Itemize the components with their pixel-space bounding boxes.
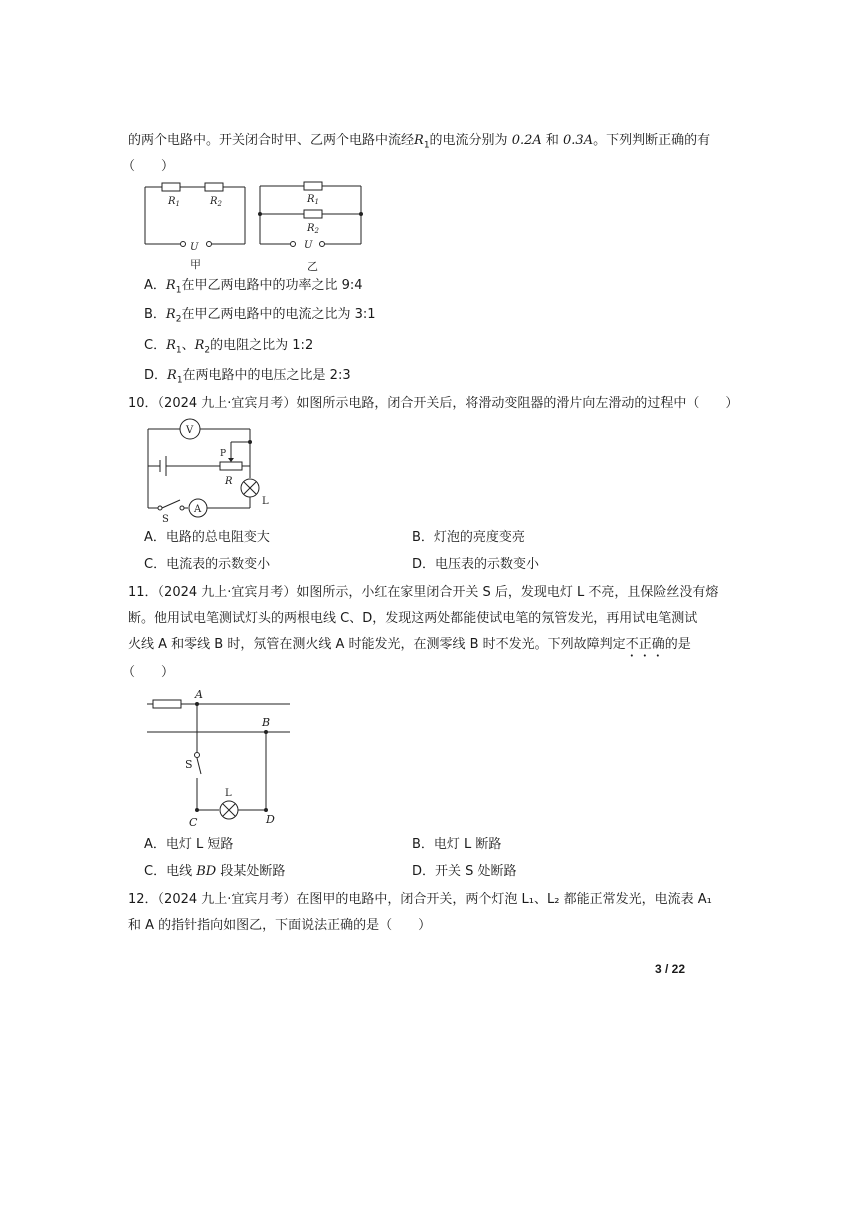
lamp-l-label: L <box>262 496 269 507</box>
q11-stem-line3: 火线 A 和零线 B 时，氖管在测火线 A 时能发光，在测零线 B 时不发光。下列故障判定不正确的是 <box>128 637 691 652</box>
q10-stem: 10．（2024 九上·宜宾月考）如图所示电路，闭合开关后，将滑动变阻器的滑片向左滑动的过程中（ ） <box>128 396 739 411</box>
switch-s-label: S <box>162 514 169 525</box>
jia-caption: 甲 <box>190 258 201 271</box>
q9-figure-jia <box>140 176 250 276</box>
point-a-label: A <box>195 688 203 701</box>
switch-s-label-q11: S <box>185 758 193 771</box>
q10-option-c: C．电流表的示数变小 <box>144 557 271 572</box>
q10-option-d: D．电压表的示数变小 <box>412 557 540 572</box>
q9-paren: （ ） <box>122 159 175 174</box>
rheostat-r-label: R <box>225 476 233 487</box>
q11-wiring-figure <box>145 686 305 829</box>
voltmeter-label: V <box>186 425 194 436</box>
q12-stem-line1: 12．（2024 九上·宜宾月考）在图甲的电路中，闭合开关，两个灯泡 L₁、L₂ 都能正常发光，电流表 A₁ <box>128 892 712 907</box>
q9-option-b: B．$R_2$在甲乙两电路中的电流之比为 3:1 <box>144 307 376 325</box>
q11-stem-line1: 11．（2024 九上·宜宾月考）如图所示，小红在家里闭合开关 S 后，发现电灯 L 不亮，且保险丝没有熔 <box>128 585 719 600</box>
q9-option-a: A．$R_1$在甲乙两电路中的功率之比 9:4 <box>144 278 363 296</box>
q11-option-a: A．电灯 L 短路 <box>144 837 234 852</box>
q9-stem-line1: 的两个电路中。开关闭合时甲、乙两个电路中流经$R_1$的电流分别为 0.2A 和 0.3A。下列判断正确的有 <box>128 133 711 151</box>
q10-option-b: B．灯泡的亮度变亮 <box>412 530 525 545</box>
q10-option-a: A．电路的总电阻变大 <box>144 530 270 545</box>
yi-r2-label: $R_2$ <box>307 223 319 235</box>
point-d-label: D <box>266 813 275 826</box>
q9-figure-yi <box>255 176 370 276</box>
jia-r2-label: $R_2$ <box>210 196 222 208</box>
slider-p-label: P <box>220 449 227 459</box>
yi-r1-label: $R_1$ <box>307 194 319 206</box>
q11-paren: （ ） <box>122 665 175 680</box>
q9-option-c: C．$R_1$、$R_2$的电阻之比为 1:2 <box>144 338 314 356</box>
lamp-l-label-q11: L <box>225 788 232 799</box>
page-number: 3 / 22 <box>654 962 685 976</box>
q11-option-d: D．开关 S 处断路 <box>412 864 517 879</box>
q12-stem-line2: 和 A 的指针指向如图乙，下面说法正确的是（ ） <box>128 918 432 933</box>
q11-option-c: C．电线 BD 段某处断路 <box>144 864 286 879</box>
jia-u-label: U <box>190 242 199 253</box>
q11-stem-line2: 断。他用试电笔测试灯头的两根电线 C、D，发现这两处都能使试电笔的氖管发光，再用试电笔测试 <box>128 611 698 626</box>
jia-r1-label: $R_1$ <box>168 196 180 208</box>
q9-option-d: D．$R_1$在两电路中的电压之比是 2:3 <box>144 368 351 386</box>
ammeter-label: A <box>194 504 202 515</box>
point-c-label: C <box>189 816 198 829</box>
yi-caption: 乙 <box>307 260 318 273</box>
yi-u-label: U <box>304 240 313 251</box>
point-b-label: B <box>262 716 271 729</box>
q10-circuit-figure <box>140 416 280 526</box>
q11-option-b: B．电灯 L 断路 <box>412 837 502 852</box>
